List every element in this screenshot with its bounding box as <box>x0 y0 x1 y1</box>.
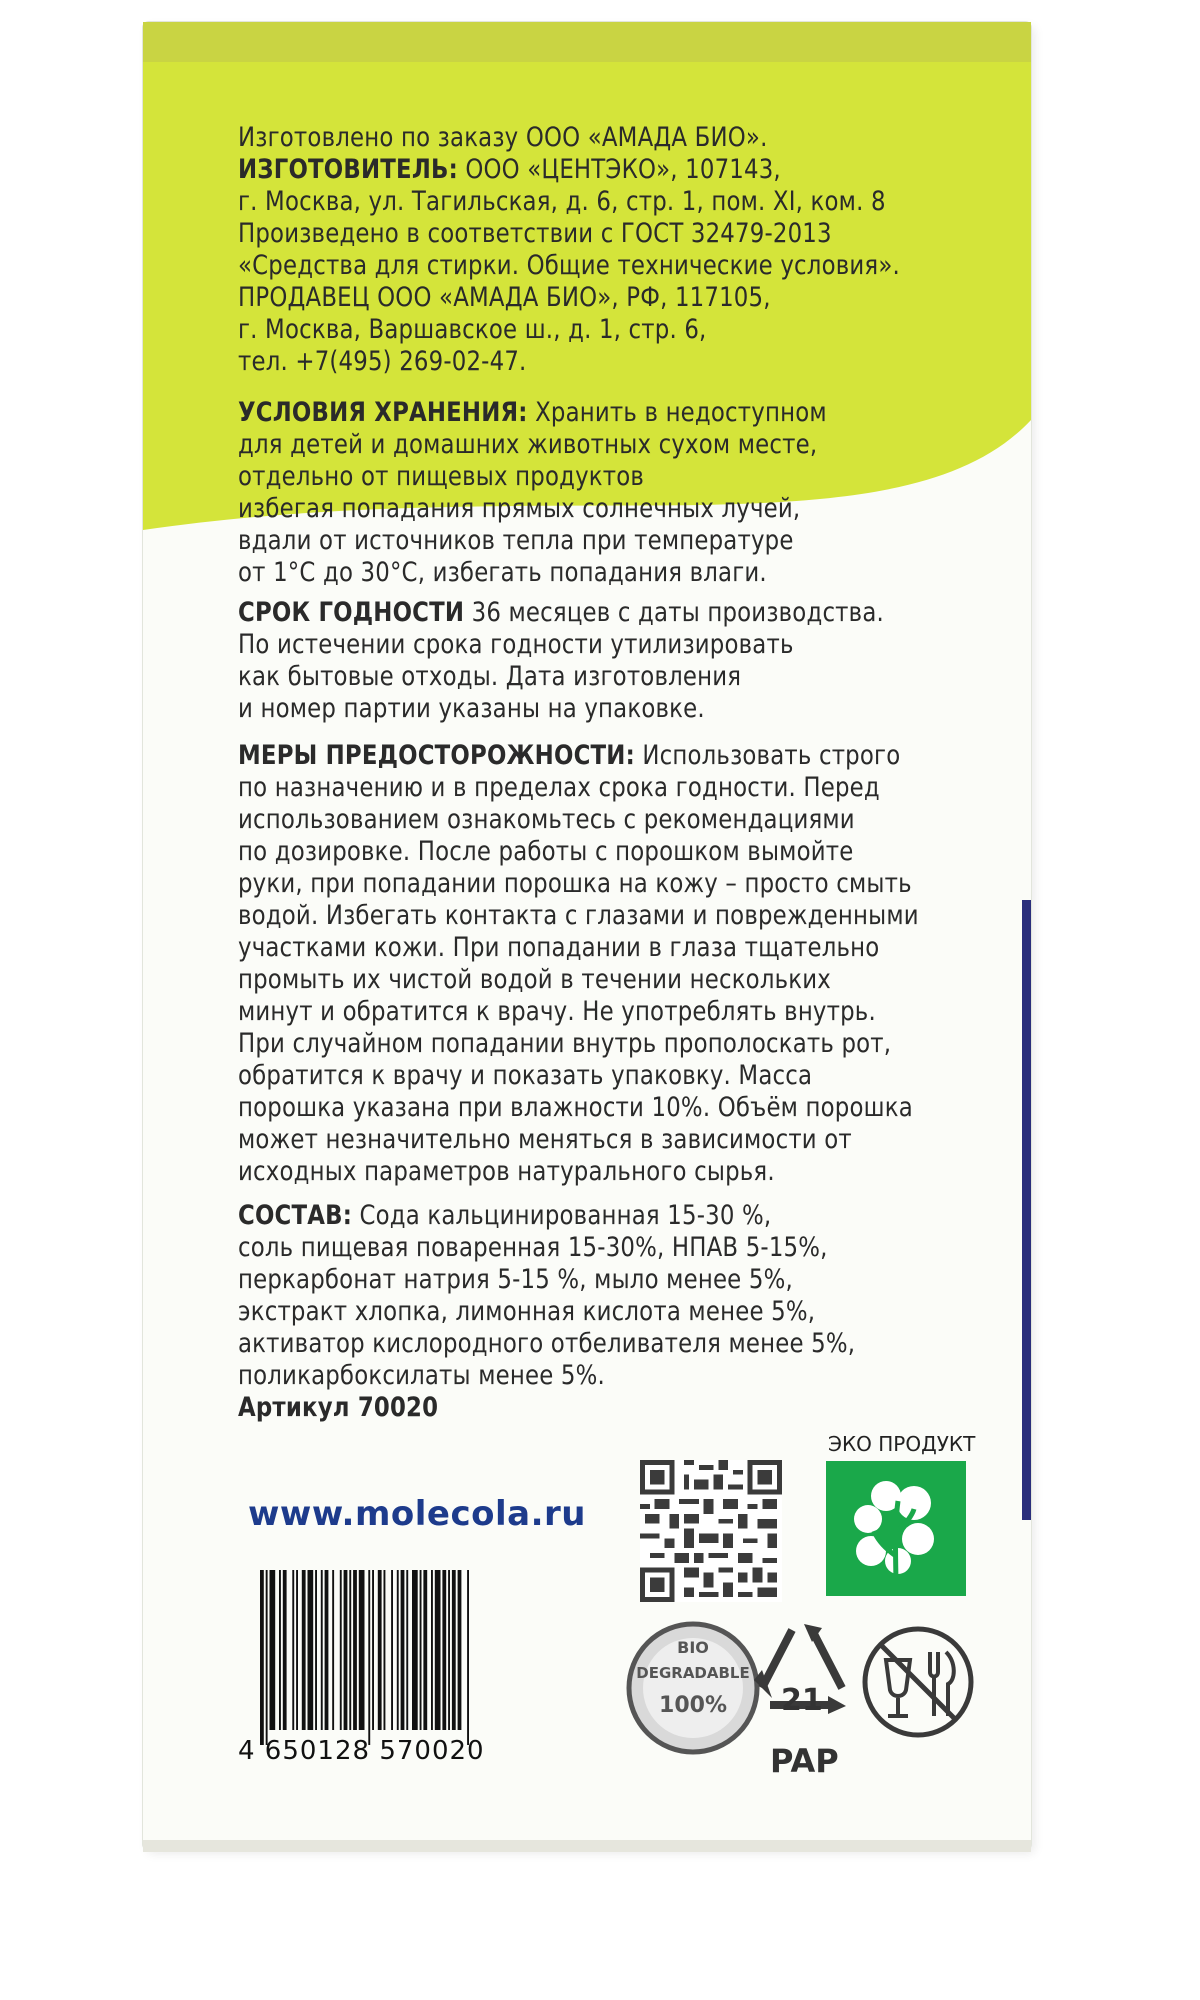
storage-line-6: от 1°С до 30°С, избегать попадания влаги. <box>238 557 767 588</box>
manufacturer-line-4: Произведено в соответствии с ГОСТ 32479-2013 <box>238 218 832 249</box>
precautions-line-5: руки, при попадании порошка на кожу – просто смыть <box>238 868 912 899</box>
precautions-line-11: обратится к врачу и показать упаковку. Масса <box>238 1060 813 1091</box>
barcode-number: 4 650128 570020 <box>238 1736 485 1766</box>
manufacturer-line-5: «Средства для стирки. Общие технические условия». <box>238 250 900 281</box>
precautions-line-4: по дозировке. После работы с порошком вымойте <box>238 836 854 867</box>
shelf-life-head: СРОК ГОДНОСТИ <box>238 597 465 628</box>
recycle-number: 21 <box>781 1683 823 1718</box>
composition-line-4: экстракт хлопка, лимонная кислота менее 5%, <box>238 1296 816 1327</box>
shelf-life-line-4: и номер партии указаны на упаковке. <box>238 693 705 724</box>
precautions-line-1 <box>238 740 934 772</box>
precautions-line-6: водой. Избегать контакта с глазами и поврежденными <box>238 900 919 931</box>
manufacturer-line-3: г. Москва, ул. Тагильская, д. 6, стр. 1, пом. XI, ком. 8 <box>238 186 886 217</box>
eco-leaf-icon <box>826 1461 966 1596</box>
bottom-edge <box>143 1840 1031 1852</box>
recycle-code: PAP <box>770 1742 839 1780</box>
top-flap <box>143 22 1031 62</box>
shelf-life-line-1-rest: 36 месяцев с даты производства. <box>464 597 884 628</box>
eco-product-label: ЭКО ПРОДУКТ <box>828 1432 976 1456</box>
article-number: Артикул 70020 <box>238 1392 439 1423</box>
qr-code-icon <box>640 1460 782 1602</box>
precautions-line-9: минут и обратится к врачу. Не употреблять внутрь. <box>238 996 876 1027</box>
composition-line-1-rest: Сода кальцинированная 15-30 %, <box>352 1200 772 1231</box>
storage-line-1-rest: Хранить в недоступном <box>527 397 827 428</box>
composition-line-2: соль пищевая поваренная 15-30%, НПАВ 5-15%, <box>238 1232 828 1263</box>
composition-line-6: поликарбоксилаты менее 5%. <box>238 1360 605 1391</box>
composition-line-1 <box>238 1200 934 1232</box>
navy-edge <box>1022 900 1031 1520</box>
bio-label: BIO <box>677 1638 709 1657</box>
precautions-line-7: участками кожи. При попадании в глаза тщательно <box>238 932 880 963</box>
precautions-line-10: При случайном попадании внутрь прополоскать рот, <box>238 1028 892 1059</box>
precautions-head: МЕРЫ ПРЕДОСТОРОЖНОСТИ: <box>238 740 635 771</box>
shelf-life-line-2: По истечении срока годности утилизировать <box>238 629 794 660</box>
storage-line-2: для детей и домашних животных сухом месте, <box>238 429 818 460</box>
composition-head: СОСТАВ: <box>238 1200 353 1231</box>
storage-line-3: отдельно от пищевых продуктов <box>238 461 645 492</box>
barcode-icon <box>260 1570 540 1745</box>
shelf-life-line-1 <box>238 597 934 629</box>
composition-line-5: активатор кислородного отбеливателя менее 5%, <box>238 1328 856 1359</box>
storage-line-4: избегая попадания прямых солнечных лучей, <box>238 493 801 524</box>
shelf-life-block <box>238 597 934 725</box>
precautions-line-13: может незначительно меняться в зависимости от <box>238 1124 852 1155</box>
manufacturer-head: ИЗГОТОВИТЕЛЬ: <box>238 154 458 185</box>
manufacturer-block <box>238 122 934 378</box>
manufacturer-line-2-rest: ООО «ЦЕНТЭКО», 107143, <box>457 154 781 185</box>
manufacturer-line-1: Изготовлено по заказу ООО «АМАДА БИО». <box>238 122 768 153</box>
precautions-line-2: по назначению и в пределах срока годности. Перед <box>238 772 880 803</box>
precautions-line-3: использованием ознакомьтесь с рекомендациями <box>238 804 855 835</box>
manufacturer-line-6: ПРОДАВЕЦ ООО «АМАДА БИО», РФ, 117105, <box>238 282 771 313</box>
manufacturer-line-7: г. Москва, Варшавское ш., д. 1, стр. 6, <box>238 314 707 345</box>
composition-block <box>238 1200 934 1424</box>
storage-line-5: вдали от источников тепла при температуре <box>238 525 794 556</box>
precautions-line-8: промыть их чистой водой в течении нескольких <box>238 964 831 995</box>
precautions-block <box>238 740 934 1188</box>
precautions-line-12: порошка указана при влажности 10%. Объём порошка <box>238 1092 913 1123</box>
shelf-life-line-3: как бытовые отходы. Дата изготовления <box>238 661 742 692</box>
composition-line-3: перкарбонат натрия 5-15 %, мыло менее 5%, <box>238 1264 793 1295</box>
website-link[interactable]: www.molecola.ru <box>248 1494 586 1534</box>
precautions-line-1-rest: Использовать строго <box>634 740 901 771</box>
degradable-label: DEGRADABLE <box>636 1664 750 1682</box>
precautions-line-14: исходных параметров натурального сырья. <box>238 1156 775 1187</box>
storage-line-1 <box>238 397 934 429</box>
manufacturer-line-8: тел. +7(495) 269-02-47. <box>238 346 527 377</box>
not-food-contact-icon <box>858 1622 978 1742</box>
storage-block <box>238 397 934 589</box>
manufacturer-line-2 <box>238 154 934 186</box>
percent-label: 100% <box>659 1693 727 1718</box>
storage-head: УСЛОВИЯ ХРАНЕНИЯ: <box>238 397 528 428</box>
